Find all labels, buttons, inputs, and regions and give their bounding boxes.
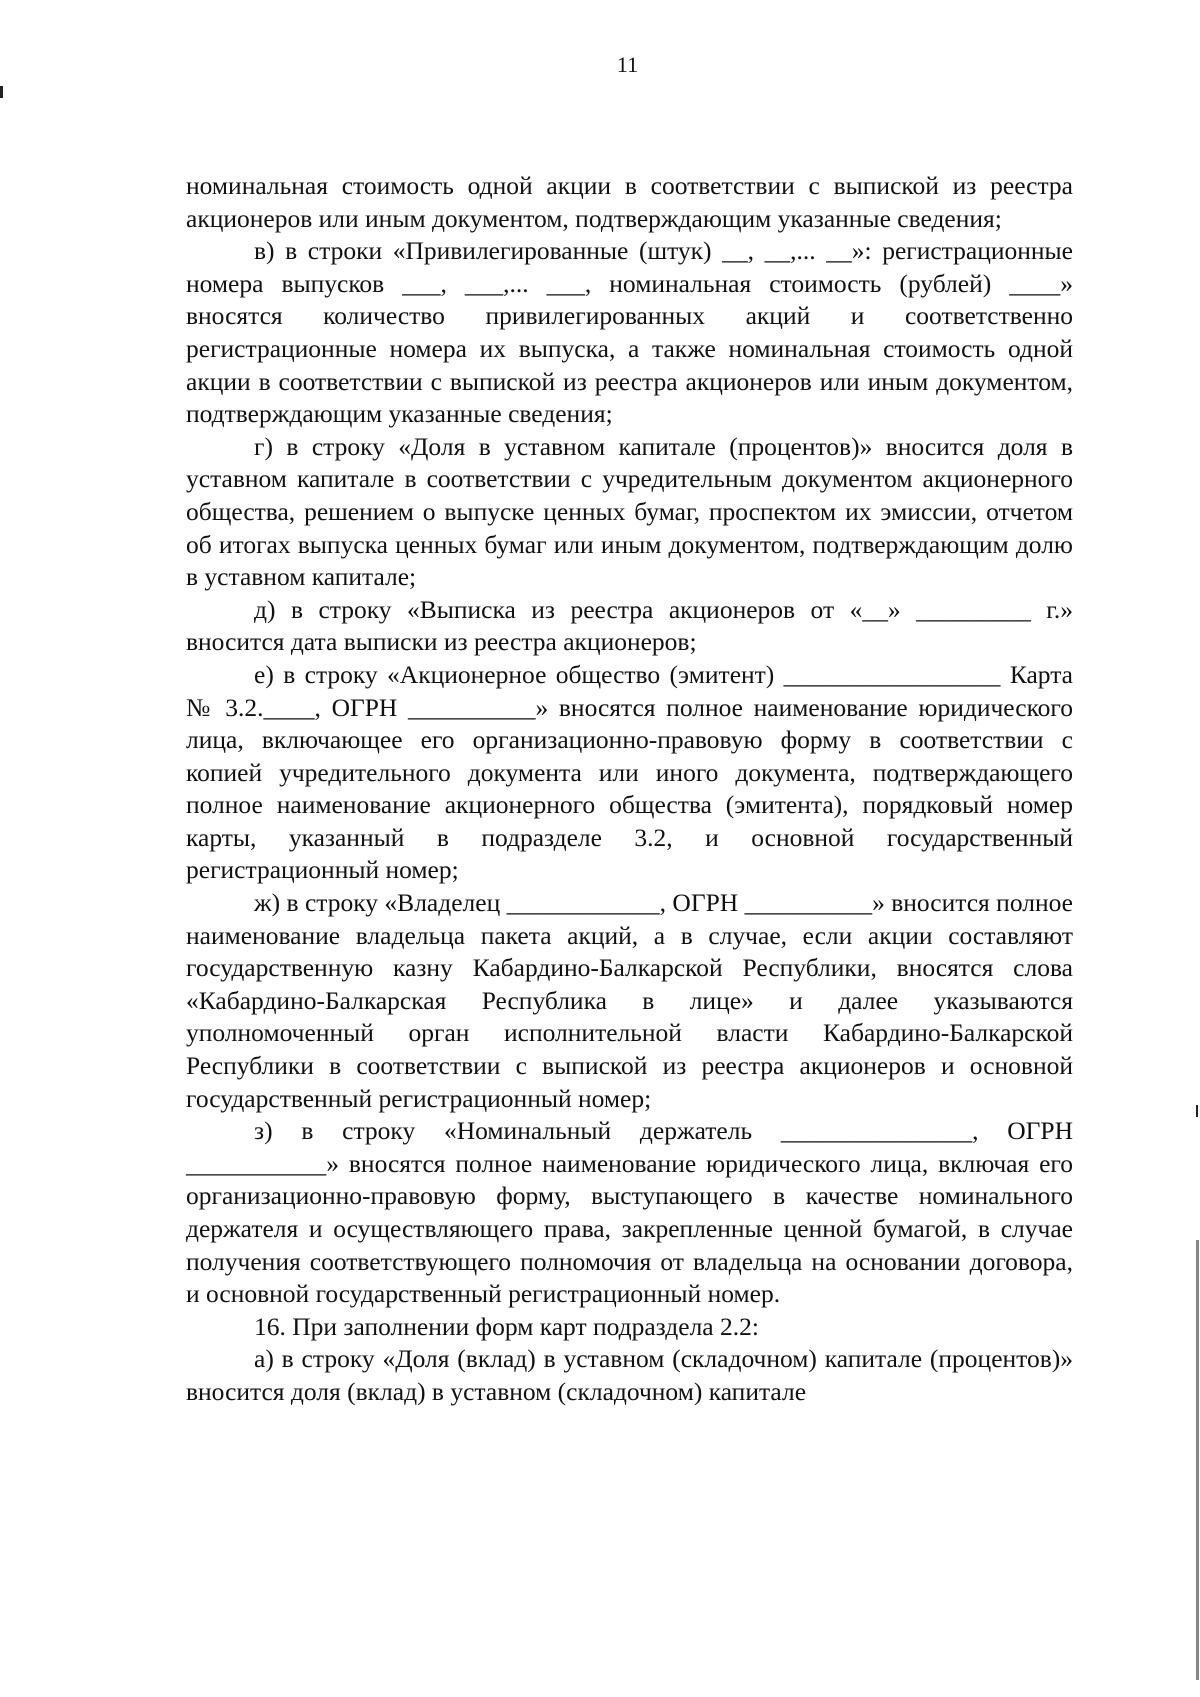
paragraph-continuation: номинальная стоимость одной акции в соответствии с выпиской из реестра акционеров или иным документом, подтверждающим указанные сведения; xyxy=(186,171,1073,233)
paragraph-item-v: в) в строки «Привилегированные (штук) __, __,... __»: регистрационные номера выпусков ___, ___,... ___, номинальная стоимость (рублей) ____» вносятся количество привилегированных акций и соответственно регистрационные номера их выпуска, а также номинальная стоимость одной акции в соответствии с выпиской из реестра акционеров или иным документом, подтверждающим указанные сведения; xyxy=(186,236,1073,429)
paragraph-item-g: г) в строку «Доля в уставном капитале (процентов)» вносится доля в уставном капитале в соответствии с учредительным документом акционерного общества, решением о выпуске ценных бумаг, проспектом их эмиссии, отчетом об итогах выпуска ценных бумаг или иным документом, подтверждающим долю в уставном капитале; xyxy=(186,431,1073,592)
scan-mark-right-top xyxy=(1196,1105,1198,1117)
paragraph-item-z: з) в строку «Номинальный держатель _______________, ОГРН ___________» вносятся полное наименование юридического лица, включая его организационно-правовую форму, выступающего в качестве номинального держателя и осуществляющего права, закрепленные ценной бумагой, в случае получения соответствующего полномочия от владельца на основании договора, и основной государственный регистрационный номер. xyxy=(186,1116,1073,1309)
scan-mark-left xyxy=(0,86,3,98)
document-body xyxy=(186,170,1073,1409)
page-number: 11 xyxy=(616,52,639,77)
paragraph-section-16: 16. При заполнении форм карт подраздела 2.2: xyxy=(254,1311,759,1341)
paragraph-item-e: е) в строку «Акционерное общество (эмитент) _________________ Карта № 3.2.____, ОГРН __________» вносятся полное наименование юридического лица, включающее его организационно-правовую форму в соответствии с копией учредительного документа или иного документа, подтверждающего полное наименование акционерного общества (эмитента), порядковый номер карты, указанный в подразделе 3.2, и основной государственный регистрационный номер; xyxy=(186,659,1073,885)
scan-mark-right-edge xyxy=(1196,1240,1199,1680)
paragraph-item-zh: ж) в строку «Владелец ____________, ОГРН __________» вносится полное наименование владельца пакета акций, а в случае, если акции составляют государственную казну Кабардино-Балкарской Республики, вносятся слова «Кабардино-Балкарская Республика в лице» и далее указываются уполномоченный орган исполнительной власти Кабардино-Балкарской Республики в соответствии с выпиской из реестра акционеров и основной государственный регистрационный номер; xyxy=(186,888,1073,1113)
paragraph-item-a: а) в строку «Доля (вклад) в уставном (складочном) капитале (процентов)» вносится доля (вклад) в уставном (складочном) капитале xyxy=(186,1344,1073,1406)
paragraph-item-d: д) в строку «Выписка из реестра акционеров от «__» _________ г.» вносится дата выписки из реестра акционеров; xyxy=(186,594,1073,657)
